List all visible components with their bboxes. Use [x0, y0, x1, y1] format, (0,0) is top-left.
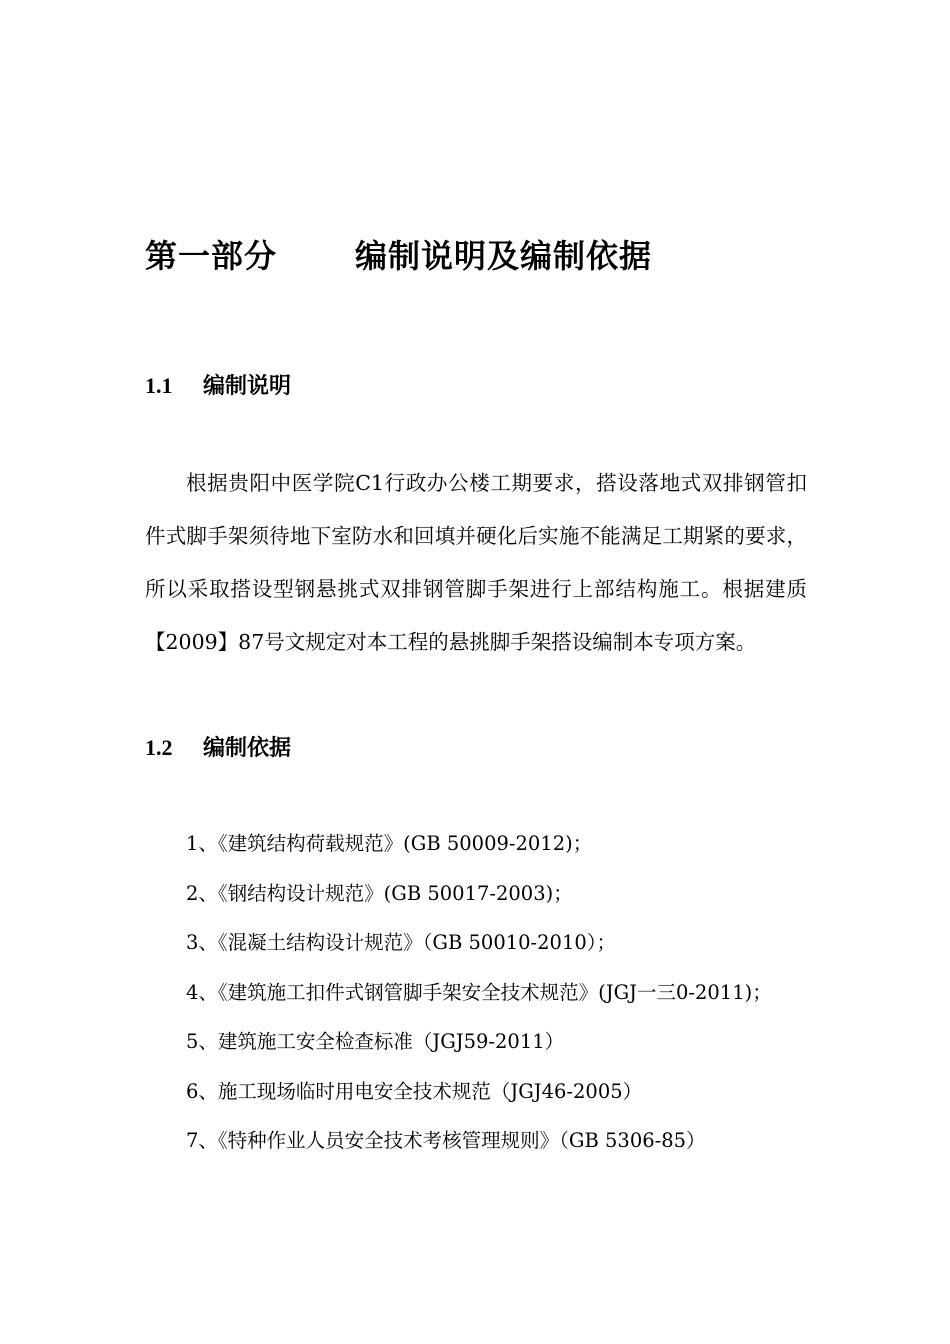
reference-item: 6、施工现场临时用电安全技术规范（JGJ46-2005）	[186, 1079, 643, 1103]
section-heading-1-2	[145, 731, 291, 762]
reference-item: 7、《特种作业人员安全技术考核管理规则》（GB 5306-85）	[186, 1129, 706, 1152]
reference-item: 4、《建筑施工扣件式钢管脚手架安全技术规范》(JGJ一三0-2011)；	[186, 980, 772, 1004]
part-title	[145, 231, 652, 277]
section-title: 编制依据	[203, 736, 292, 761]
reference-item: 1、《建筑结构荷载规范》(GB 50009-2012)；	[186, 832, 593, 855]
reference-item: 2、《钢结构设计规范》(GB 50017-2003)；	[186, 881, 573, 905]
section-title: 编制说明	[203, 374, 292, 399]
reference-list	[145, 819, 807, 1166]
reference-item: 5、建筑施工安全检查标准（JGJ59-2011）	[186, 1030, 565, 1053]
section-number: 1.2	[145, 735, 173, 760]
description-paragraph: 根据贵阳中医学院C1行政办公楼工期要求，搭设落地式双排钢管扣件式脚手架须待地下室防水和回填并硬化后实施不能满足工期紧的要求，所以采取搭设型钢悬挑式双排钢管脚手架进行上部结构施工。根据建质【2009】87号文规定对本工程的悬挑脚手架搭设编制本专项方案。	[145, 471, 807, 654]
part-title-text: 编制说明及编制依据	[355, 237, 653, 275]
reference-item: 3、《混凝土结构设计规范》（GB 50010-2010）；	[186, 931, 617, 954]
part-number: 第一部分	[145, 237, 278, 275]
section-heading-1-1	[145, 369, 291, 400]
section-number: 1.1	[145, 373, 173, 398]
